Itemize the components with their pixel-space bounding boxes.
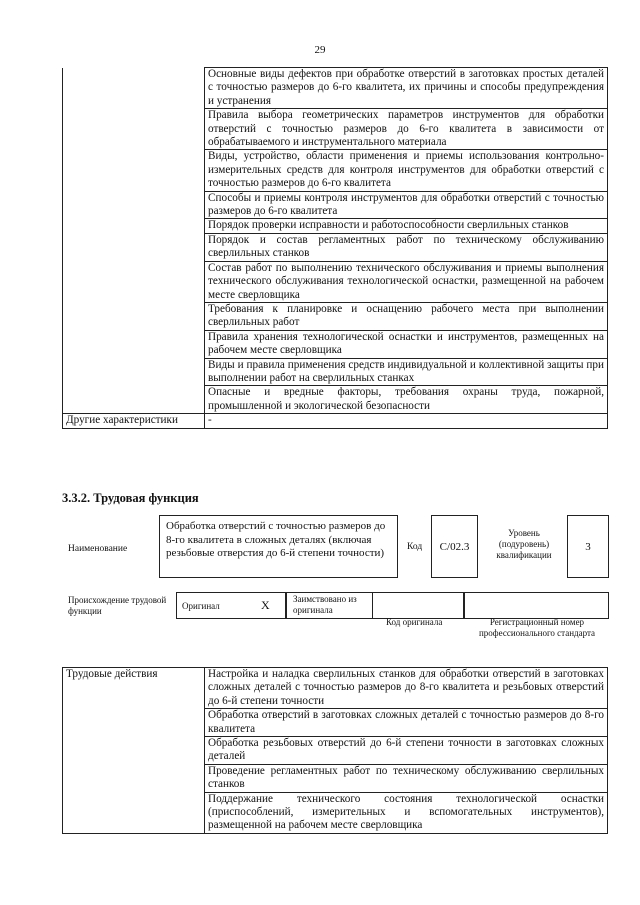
knowledge-item: Опасные и вредные факторы, требования охраны труда, пожарной, промышленной и экологической безопасности [205, 386, 608, 414]
section-title: 3.3.2. Трудовая функция [62, 491, 199, 505]
action-item: Проведение регламентных работ по техническому обслуживанию сверлильных станков [205, 764, 608, 792]
action-item: Настройка и наладка сверлильных станков для обработки отверстий в заготовках сложных деталей с точностью размеров до 8-го квалитета и резьбовых отверстий до 6-й степени точности [205, 668, 608, 709]
code-label: Код [407, 542, 423, 552]
name-label: Наименование [68, 544, 128, 554]
knowledge-item: Порядок и состав регламентных работ по техническому обслуживанию сверлильных станков [205, 233, 608, 261]
knowledge-item: Виды и правила применения средств индивидуальной и коллективной защиты при выполнении работ на сверлильных станках [205, 358, 608, 386]
code-original-label: Код оригинала [386, 617, 443, 627]
action-item: Обработка отверстий в заготовках сложных деталей с точностью размеров до 8-го квалитета [205, 709, 608, 737]
original-box [176, 592, 286, 619]
original-label: Оригинал [182, 601, 220, 611]
knowledge-item: Правила хранения технологической оснастки и инструментов, размещенных на рабочем месте сверловщика [205, 330, 608, 358]
knowledge-item: Требования к планировке и оснащению рабочего места при выполнении сверлильных работ [205, 302, 608, 330]
original-mark: X [261, 598, 270, 612]
reg-number-box [464, 592, 609, 619]
other-characteristics-value: - [205, 414, 608, 428]
level-label: Уровень (подуровень) квалификации [496, 528, 552, 560]
knowledge-item: Виды, устройство, области применения и приемы использования контрольно-измерительных средств для контроля инструментов для обработки отверстий с точностью размеров до 6-го квалитета [205, 150, 608, 191]
origin-label: Происхождение трудовой функции [68, 595, 167, 616]
reg-number-label: Регистрационный номер профессионального стандарта [478, 617, 596, 638]
function-name-box: Обработка отверстий с точностью размеров до 8-го квалитета в сложных деталях (включая резьбовые отверстия до 6-й степени точности) [159, 515, 398, 578]
knowledge-item: Порядок проверки исправности и работоспособности сверлильных станков [205, 219, 608, 233]
level-value-box: 3 [567, 515, 609, 578]
actions-table [62, 667, 608, 834]
knowledge-table [62, 67, 608, 429]
code-original-box [372, 592, 464, 619]
page-number: 29 [314, 44, 326, 56]
knowledge-item: Состав работ по выполнению технического обслуживания и приемы выполнения технического обслуживания технологической оснастки, размещенной на рабочем месте сверловщика [205, 261, 608, 302]
borrowed-label: Заимствовано из оригинала [293, 594, 357, 615]
other-characteristics-label: Другие характеристики [63, 414, 205, 428]
code-value-box: С/02.3 [431, 515, 478, 578]
knowledge-item: Основные виды дефектов при обработке отверстий в заготовках простых деталей с точностью размеров до 6-го квалитета, их причины и способы предупреждения и устранения [205, 68, 608, 109]
knowledge-item: Способы и приемы контроля инструментов для обработки отверстий с точностью размеров до 6-го квалитета [205, 191, 608, 219]
knowledge-item: Правила выбора геометрических параметров инструментов для обработки отверстий с точностью размеров до 6-го квалитета в зависимости от обрабатываемого и инструментального материала [205, 109, 608, 150]
action-item: Обработка резьбовых отверстий до 6-й степени точности в заготовках сложных деталей [205, 737, 608, 765]
action-item: Поддержание технического состояния технологической оснастки (приспособлений, измерительных и вспомогательных инструментов), размещенной на рабочем месте сверловщика [205, 792, 608, 833]
knowledge-label-cell [63, 68, 205, 109]
actions-label: Трудовые действия [63, 668, 205, 834]
